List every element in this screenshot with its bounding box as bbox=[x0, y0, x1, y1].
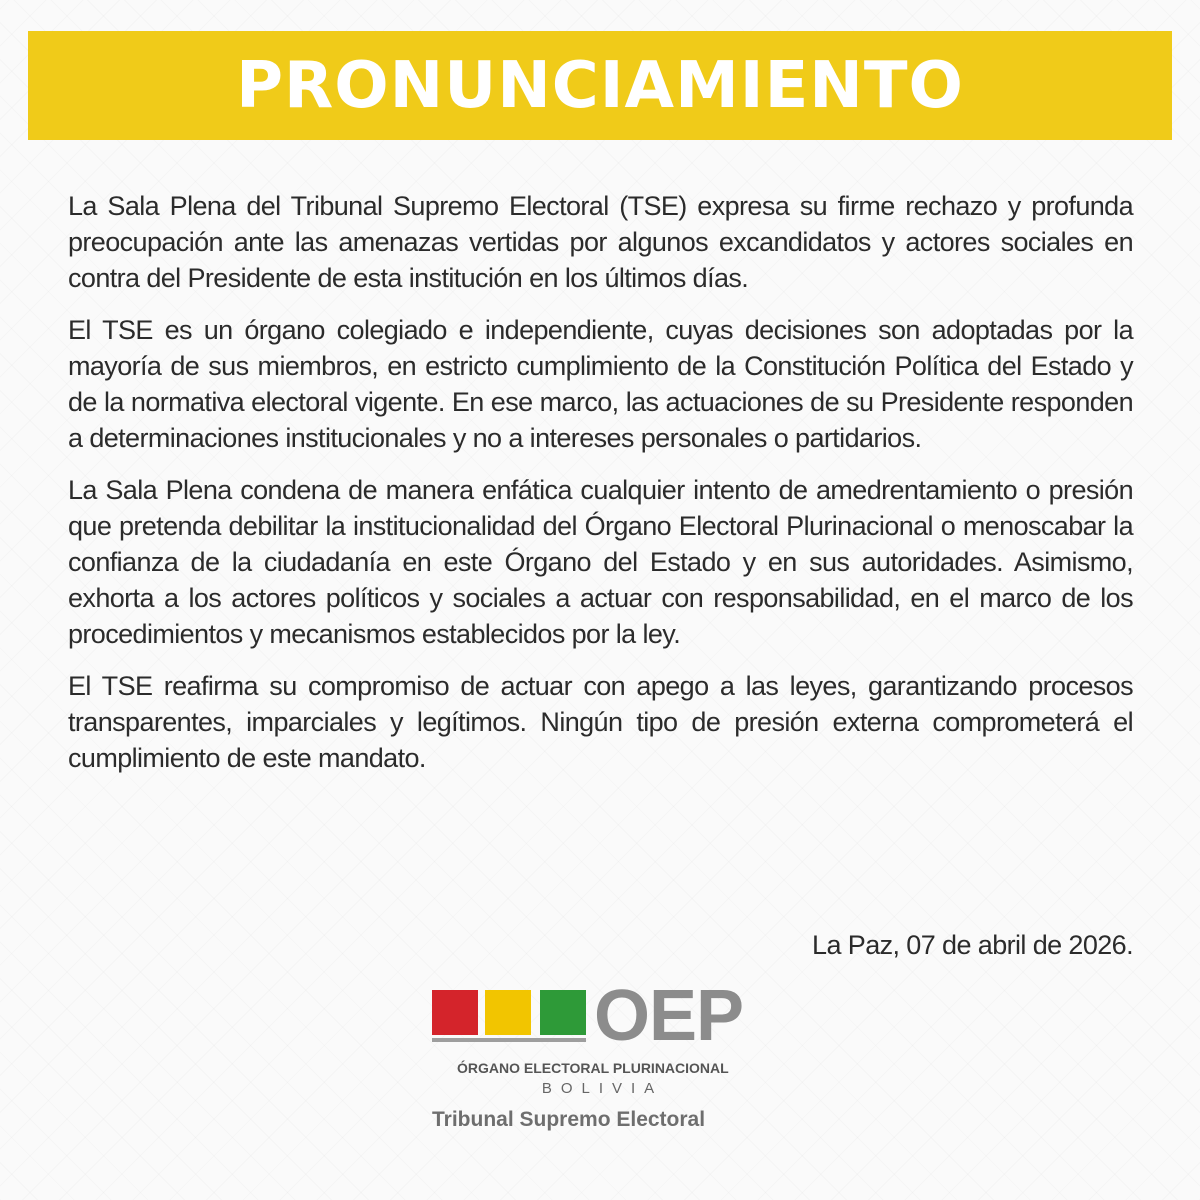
logo-country: BOLIVIA bbox=[541, 1080, 664, 1097]
logo-tribunal: Tribunal Supremo Electoral bbox=[432, 1108, 706, 1131]
logo-underline bbox=[432, 1038, 586, 1042]
green-square-icon bbox=[540, 990, 586, 1035]
paragraph-2: El TSE es un órgano colegiado e independiente, cuyas decisiones son adoptadas por la mayoría de sus miembros, en estricto cumplimiento de la Constitución Política del Estado y de la normativa electoral vigente. En ese marco, las actuaciones de su Presidente responden a determinaciones institucionales y no a intereses personales o partidarios. bbox=[68, 315, 1133, 453]
paragraph-3: La Sala Plena condena de manera enfática cualquier intento de amedrentamiento o presión que pretenda debilitar la institucionalidad del Órgano Electoral Plurinacional o menoscabar la confianza de la ciudadanía en este Órgano del Estado y en sus autoridades. Asimismo, exhorta a los actores políticos y sociales a actuar con responsabilidad, en el marco de los procedimientos y mecanismos establecidos por la ley. bbox=[68, 475, 1133, 649]
logo-mark: OEP bbox=[594, 976, 744, 1056]
date-line: La Paz, 07 de abril de 2026. bbox=[812, 930, 1133, 960]
paragraph-1: La Sala Plena del Tribunal Supremo Electoral (TSE) expresa su firme rechazo y profunda preocupación ante las amenazas vertidas por algunos excandidatos y actores sociales en contra del Presidente de esta institución en los últimos días. bbox=[68, 191, 1133, 293]
oep-logo bbox=[430, 976, 775, 1140]
paragraph-4: El TSE reafirma su compromiso de actuar con apego a las leyes, garantizando procesos transparentes, imparciales y legítimos. Ningún tipo de presión externa comprometerá el cumplimiento de este mandato. bbox=[68, 671, 1133, 773]
red-square-icon bbox=[432, 990, 478, 1035]
yellow-square-icon bbox=[485, 990, 531, 1035]
logo-subtitle: ÓRGANO ELECTORAL PLURINACIONAL bbox=[457, 1060, 729, 1076]
statement-body bbox=[68, 188, 1133, 792]
page-title: PRONUNCIAMIENTO bbox=[236, 48, 964, 123]
title-banner bbox=[28, 31, 1172, 140]
